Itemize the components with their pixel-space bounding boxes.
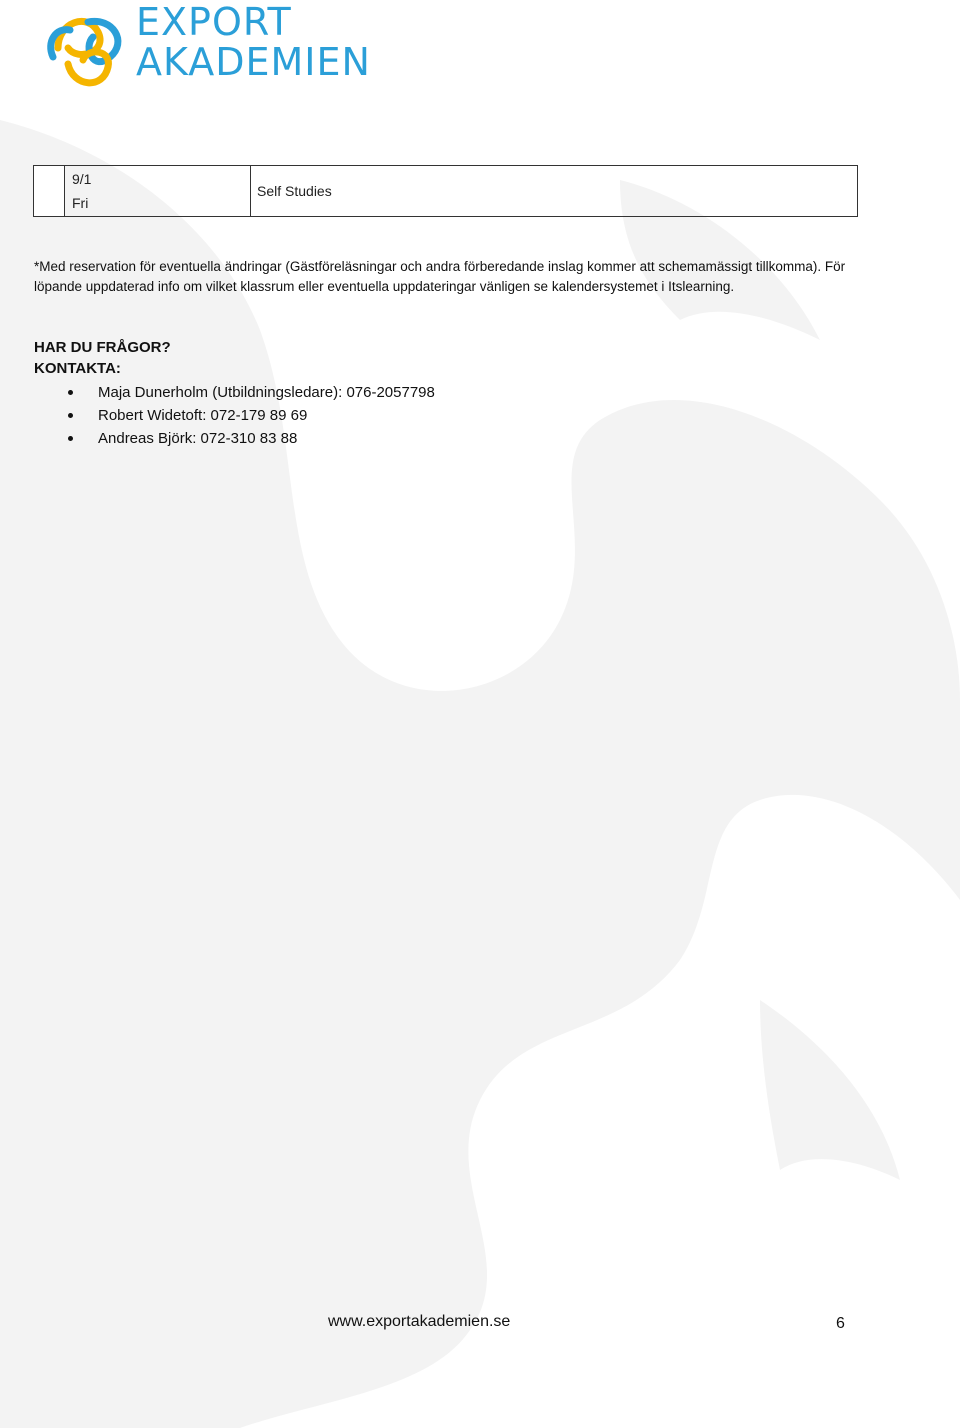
bullet-icon [68,413,73,418]
contact-person: Maja Dunerholm (Utbildningsledare): 076-2057798 [98,384,435,401]
schedule-day: Fri [72,195,89,211]
logo-knot-icon [38,2,138,94]
contact-section [34,337,854,450]
contact-person: Andreas Björk: 072-310 83 88 [98,430,298,447]
contact-heading: KONTAKTA: [34,360,121,377]
footer-url[interactable]: www.exportakademien.se [328,1313,511,1330]
schedule-empty-cell [34,166,65,217]
table-row [34,166,858,217]
list-item [34,381,854,404]
contact-question: HAR DU FRÅGOR? [34,339,171,356]
notes-section [34,257,854,296]
bullet-icon [68,436,73,441]
list-item [34,404,854,427]
logo [38,2,378,94]
list-item [34,427,854,450]
contact-list [34,381,854,450]
schedule-date: 9/1 [72,171,92,187]
logo-line-1: EXPORT [136,0,292,44]
schedule-table [33,165,858,217]
bullet-icon [68,390,73,395]
logo-line-2: AKADEMIEN [136,40,371,84]
schedule-date-cell [65,166,251,217]
contact-person: Robert Widetoft: 072-179 89 69 [98,407,308,424]
schedule-activity: Self Studies [251,166,858,217]
page-number: 6 [836,1315,845,1332]
reservation-note: *Med reservation för eventuella ändringar (Gästföreläsningar och andra förberedande inslag kommer att schemamässigt tillkomma). För löpande uppdaterad info om vilket klassrum eller eventuella uppdateringar vänligen se kalendersystemet i Itslearning. [34,259,846,294]
